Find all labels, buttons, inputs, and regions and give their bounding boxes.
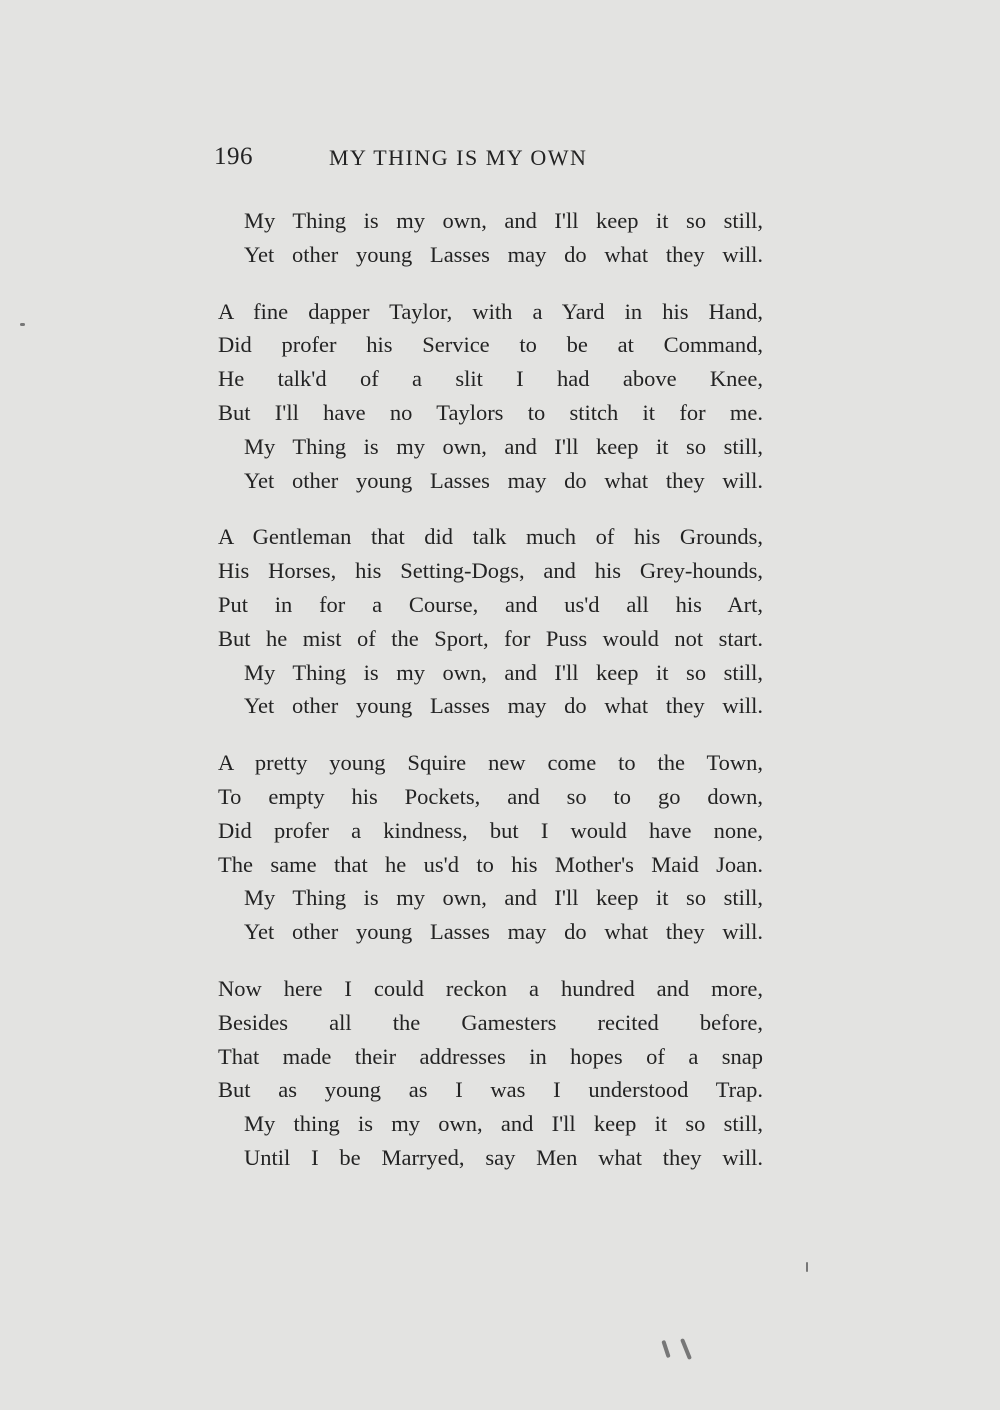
- verse-line: A Gentleman that did talk much of his Grounds,: [218, 524, 763, 550]
- page-number: 196: [214, 143, 253, 170]
- stanza: [218, 746, 763, 949]
- verse-line: But as young as I was I understood Trap.: [218, 1077, 763, 1103]
- verse-line: A pretty young Squire new come to the Town,: [218, 750, 763, 776]
- verse-line: That made their addresses in hopes of a snap: [218, 1043, 763, 1069]
- refrain-line: Yet other young Lasses may do what they will.: [244, 467, 763, 493]
- paper-speck: [20, 323, 25, 326]
- verse-line: The same that he us'd to his Mother's Maid Joan.: [218, 851, 763, 877]
- verse-line: Now here I could reckon a hundred and more,: [218, 975, 763, 1001]
- refrain-line: My Thing is my own, and I'll keep it so still,: [244, 659, 763, 685]
- refrain-line: Yet other young Lasses may do what they will.: [244, 693, 763, 719]
- verse-line: A fine dapper Taylor, with a Yard in his Hand,: [218, 298, 763, 324]
- running-title: MY THING IS MY OWN: [329, 145, 588, 170]
- paper-speck: [661, 1340, 670, 1358]
- verse-line: Put in for a Course, and us'd all his Art,: [218, 591, 763, 617]
- verse-line: But I'll have no Taylors to stitch it for me.: [218, 399, 763, 425]
- refrain-line: Until I be Marryed, say Men what they will.: [244, 1144, 763, 1170]
- stanza: [218, 204, 763, 272]
- verse-line: Did profer a kindness, but I would have none,: [218, 817, 763, 843]
- stanza: [218, 972, 763, 1175]
- stanza: [218, 520, 763, 723]
- verse-line: But he mist of the Sport, for Puss would not start.: [218, 625, 763, 651]
- refrain-line: My thing is my own, and I'll keep it so still,: [244, 1111, 763, 1137]
- refrain-line: My Thing is my own, and I'll keep it so still,: [244, 433, 763, 459]
- paper-speck: [806, 1262, 808, 1272]
- poem: [218, 204, 763, 1175]
- verse-line: His Horses, his Setting-Dogs, and his Grey-hounds,: [218, 558, 763, 584]
- verse-line: To empty his Pockets, and so to go down,: [218, 783, 763, 809]
- verse-line: He talk'd of a slit I had above Knee,: [218, 366, 763, 392]
- paper-speck: [680, 1338, 692, 1360]
- refrain-line: Yet other young Lasses may do what they will.: [244, 919, 763, 945]
- stanza: [218, 295, 763, 498]
- verse-line: Did profer his Service to be at Command,: [218, 332, 763, 358]
- verse-line: Besides all the Gamesters recited before,: [218, 1009, 763, 1035]
- refrain-line: Yet other young Lasses may do what they will.: [244, 241, 763, 267]
- refrain-line: My Thing is my own, and I'll keep it so still,: [244, 208, 763, 233]
- refrain-line: My Thing is my own, and I'll keep it so still,: [244, 885, 763, 911]
- running-head: [214, 143, 774, 183]
